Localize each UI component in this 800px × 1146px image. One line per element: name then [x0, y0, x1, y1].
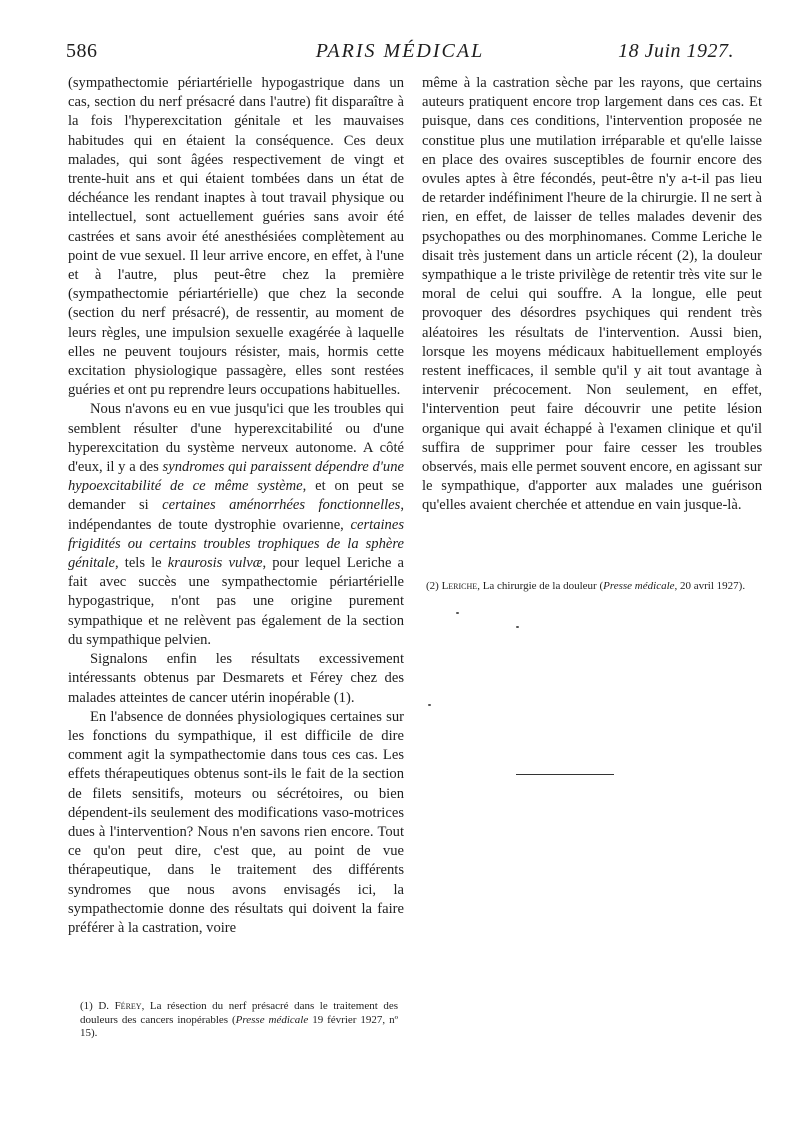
print-speck [428, 704, 431, 706]
page-number: 586 [66, 40, 98, 62]
section-end-rule [516, 774, 614, 775]
print-speck [516, 626, 519, 628]
print-speck [456, 612, 459, 614]
paragraph-left-1: (sympathectomie périartérielle hypogastrique dans un cas, section du nerf présacré dans l'autre) fit disparaître à la fois l'hyperexcitation génitale et les mauvaises habitudes qui en étaient la conséquence. Ces deux malades, qui sont âgées respectivement de vingt et trente-huit ans et qui étaient tombées dans un état de déchéance les rendant inaptes à tout travail physique ou intellectuel, sont actuellement guéries sans avoir été castrées et sans avoir été anesthésiées complètement au point de vue sexuel. Il leur arrive encore, en effet, à l'une et à l'autre, plus peut-être chez la première (sympathectomie périartérielle) que chez la seconde (section du nerf présacré), de ressentir, au moment de leurs règles, une impulsion sexuelle exagérée à laquelle elles ne peuvent toujours résister, mais, hormis cette excitation physiologique passagère, elles sont restées guéries et ont pu reprendre leurs occupations habituelles. [68, 75, 404, 399]
right-column [422, 74, 762, 516]
running-title: PARIS MÉDICAL [315, 40, 485, 62]
issue-date: 18 Juin 1927. [618, 40, 734, 62]
paragraph-left-3: Signalons enfin les résultats excessivement intéressants obtenus par Desmarets et Férey chez des malades atteintes de cancer utérin inopérable (1). [68, 651, 404, 706]
paragraph-left-4: En l'absence de données physiologiques certaines sur les fonctions du sympathique, il est difficile de dire comment agit la sympathectomie dans tous ces cas. Les effets thérapeutiques obtenus sont-ils le fait de la section de filets sensitifs, moteurs ou sécrétoires, ou bien dépendent-ils seulement des modifications vaso-motrices dues à l'intervention? Nous n'en savons rien encore. Tout ce qu'on peut dire, c'est que, au point de vue thérapeutique, dans le traitement des différents syndromes que nous avons envisagés ici, la sympathectomie donne des résultats qui doivent la faire préférer à la castration, voire [68, 708, 404, 936]
footnote-1: (1) D. Férey, La résection du nerf présacré dans le traitement des douleurs des cancers inopérables (Presse médicale 19 février 1927, nº 15). [80, 1000, 398, 1039]
left-column [68, 74, 404, 938]
paragraph-right-1: même à la castration sèche par les rayons, que certains auteurs pratiquent encore trop largement dans ces cas. Et puisque, dans ces conditions, l'intervention proposée ne constitue plus une mutilation irréparable et qu'elle laisse en place des ovaires susceptibles de fournir encore des ovules aptes à être fécondés, peut-être n'y a-t-il pas lieu de retarder indéfiniment l'heure de la chirurgie. Il ne sert à rien, en effet, de laisser de telles malades devenir des psychopathes ou des morphinomanes. Comme Leriche le disait très justement dans un article récent (2), la douleur sympathique a le triste privilège de retentir très vite sur le moral de celui qui souffre. A la longue, elle peut provoquer des désordres psychiques qui rendent très aléatoires les résultats de l'intervention. Aussi bien, lorsque les moyens médicaux habituellement employés restent inefficaces, il semble qu'il y ait tout avantage à intervenir précocement. Non seulement, en effet, l'intervention peut faire découvrir une petite lésion organique qui avait échappé à l'examen clinique et qu'il suffira de supprimer pour faire cesser les troubles observés, mais elle permet souvent encore, en agissant sur le sympathique, d'apporter aux malades une guérison qu'elles avaient cherchée et attendue en vain jusque-là. [422, 75, 762, 514]
paragraph-left-2: Nous n'avons eu en vue jusqu'ici que les troubles qui semblent résulter d'une hyperexcitabilité ou d'une hyperexcitation du système nerveux autonome. A côté d'eux, il y a des syndromes qui paraissent dépendre d'une hypoexcitabilité de ce même système, et on peut se demander si certaines aménorrhées fonctionnelles, indépendantes de toute dystrophie ovarienne, certaines frigidités ou certains troubles trophiques de la sphère génitale, tels le kraurosis vulvæ, pour lequel Leriche a fait avec succès une sympathectomie périartérielle hypogastrique, n'ont pas une origine purement sympathique et ne relèvent pas également de la section du sympathique pelvien. [68, 401, 404, 648]
footnote-2: (2) Leriche, La chirurgie de la douleur (Presse médicale, 20 avril 1927). [426, 580, 746, 592]
